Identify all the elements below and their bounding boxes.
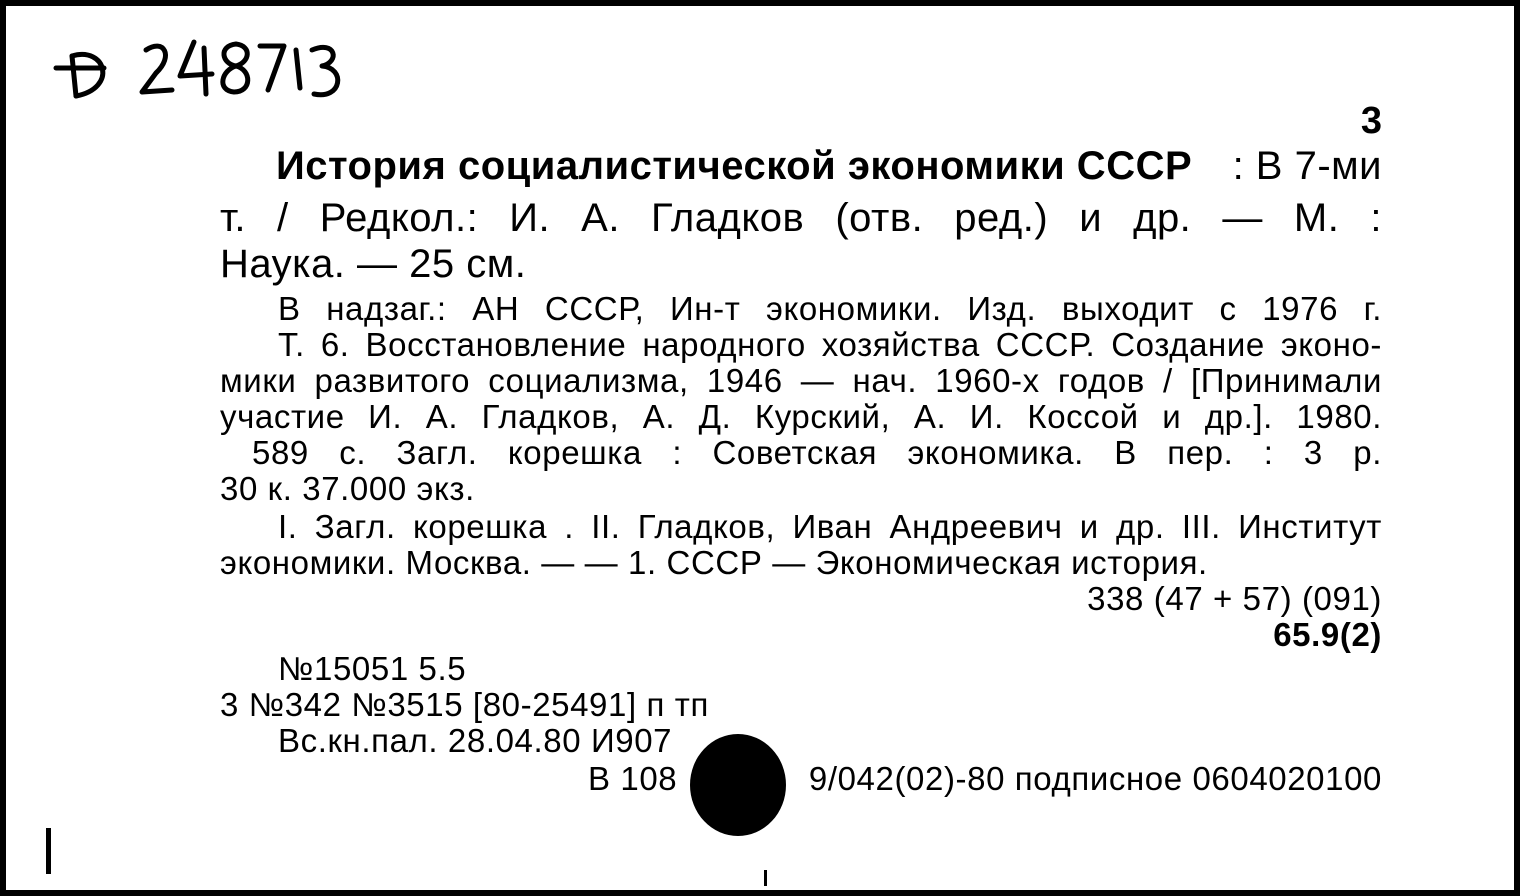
note-line-6: 30 к. 37.000 экз. bbox=[220, 470, 475, 507]
publisher-line: Наука. — 25 см. bbox=[220, 242, 527, 286]
bbk-index: 65.9(2) bbox=[1273, 616, 1382, 653]
price-code-prefix: В 108 bbox=[588, 760, 678, 797]
udc-index: 338 (47 + 57) (091) bbox=[1087, 580, 1382, 617]
title-rest: : В 7-ми bbox=[1232, 144, 1382, 188]
left-mark bbox=[46, 828, 51, 874]
punch-hole bbox=[690, 734, 786, 836]
technical-line: 3 №342 №3515 [80-25491] п тп bbox=[220, 686, 709, 723]
note-line-4: участие И. А. Гладков, А. Д. Курский, А. И. Коссой и др.]. 1980. bbox=[220, 398, 1382, 435]
note-line-3: мики развитого социализма, 1946 — нач. 1960-х годов / [Принимали bbox=[220, 362, 1382, 399]
note-line-8: экономики. Москва. — — 1. СССР — Экономическая история. bbox=[220, 544, 1208, 581]
note-line-1: В надзаг.: АН СССР, Ин-т экономики. Изд. выходит с 1976 г. bbox=[278, 290, 1382, 327]
title-line bbox=[276, 144, 1382, 189]
note-line-5: 589 с. Загл. корешка : Советская экономика. В пер. : 3 р. bbox=[252, 434, 1382, 471]
responsibility-line: т. / Редкол.: И. А. Гладков (отв. ред.) и др. — М. : bbox=[220, 196, 1382, 240]
title-bold: История социалистической экономики СССР bbox=[276, 144, 1193, 188]
card-number: 3 bbox=[1360, 100, 1382, 142]
handwritten-accession-number bbox=[46, 28, 346, 108]
order-number: №15051 5.5 bbox=[278, 650, 467, 687]
note-line-2: Т. 6. Восстановление народного хозяйства СССР. Создание эконо- bbox=[278, 326, 1382, 363]
bottom-mark bbox=[764, 870, 767, 886]
chamber-line: Вс.кн.пал. 28.04.80 И907 bbox=[278, 722, 673, 759]
price-code-suffix: 9/042(02)-80 подписное 0604020100 bbox=[808, 760, 1382, 797]
note-line-7: I. Загл. корешка . II. Гладков, Иван Андреевич и др. III. Институт bbox=[278, 508, 1382, 545]
